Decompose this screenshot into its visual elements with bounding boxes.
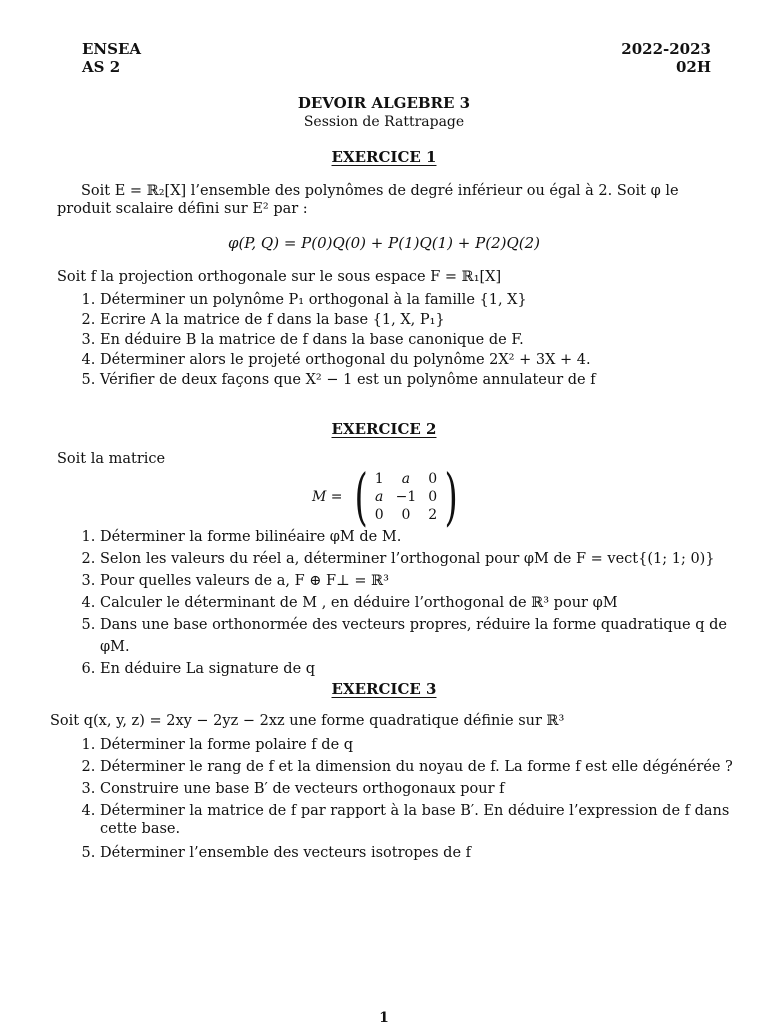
matrix-row bbox=[369, 470, 443, 488]
matrix-table bbox=[369, 470, 443, 524]
matrix-cell: a bbox=[401, 471, 411, 487]
question-item: 2. Déterminer le rang de f et la dimension du noyau de f. La forme f est elle dégénérée ? bbox=[100, 756, 740, 778]
exercise-3-title: EXERCICE 3 bbox=[331, 680, 437, 698]
matrix-row bbox=[369, 506, 443, 524]
matrix-cell: 0 bbox=[401, 507, 411, 523]
exercise-2-questions bbox=[78, 526, 740, 680]
question-item: 4. Déterminer alors le projeté orthogonal du polynôme 2X² + 3X + 4. bbox=[100, 350, 740, 370]
question-item: 1. Déterminer la forme polaire f de q bbox=[100, 734, 740, 756]
right-paren: ) bbox=[444, 460, 458, 533]
question-item: 2. Selon les valeurs du réel a, déterminer l’orthogonal pour φM de F = vect{(1; 1; 0)} bbox=[100, 548, 740, 570]
question-item: 4. Déterminer la matrice de f par rapport à la base B′. En déduire l’expression de f dans cette base. bbox=[100, 800, 740, 842]
exercise-1-intro: Soit E = ℝ₂[X] l’ensemble des polynômes de degré inférieur ou égal à 2. Soit φ le produit scalaire défini sur E² par : bbox=[57, 183, 679, 217]
page-number: 1 bbox=[379, 1010, 389, 1026]
question-item: 2. Ecrire A la matrice de f dans la base {1, X, P₁} bbox=[100, 310, 740, 330]
header-left bbox=[82, 40, 141, 76]
exam-title: DEVOIR ALGEBRE 3 bbox=[297, 94, 471, 112]
question-item: 1. Déterminer un polynôme P₁ orthogonal à la famille {1, X} bbox=[100, 290, 740, 310]
exercise-1-title: EXERCICE 1 bbox=[331, 148, 437, 166]
exercise-1-lead: Soit f la projection orthogonale sur le sous espace F = ℝ₁[X] bbox=[57, 269, 502, 285]
exercise-3-questions bbox=[78, 734, 740, 864]
school-name: ENSEA bbox=[82, 40, 142, 58]
matrix-cell: 0 bbox=[428, 489, 438, 505]
question-item: 3. Pour quelles valeurs de a, F ⊕ F⊥ = ℝ³ bbox=[100, 570, 740, 592]
question-item: 1. Déterminer la forme bilinéaire φM de M. bbox=[100, 526, 740, 548]
question-item: 6. En déduire La signature de q bbox=[100, 658, 740, 680]
exercise-2-title: EXERCICE 2 bbox=[331, 420, 437, 438]
exercise-3-lead: Soit q(x, y, z) = 2xy − 2yz − 2xz une forme quadratique définie sur ℝ³ bbox=[50, 713, 565, 729]
matrix-cell: 0 bbox=[428, 471, 438, 487]
matrix-cell: 1 bbox=[374, 471, 384, 487]
question-item: 5. Vérifier de deux façons que X² − 1 est un polynôme annulateur de f bbox=[100, 370, 740, 390]
left-paren: ( bbox=[353, 460, 368, 533]
matrix-cell: 2 bbox=[428, 507, 438, 523]
matrix-cell: a bbox=[375, 489, 384, 505]
question-item: 5. Dans une base orthonormée des vecteurs propres, réduire la forme quadratique q de φM. bbox=[100, 614, 740, 658]
question-item: 3. En déduire B la matrice de f dans la base canonique de F. bbox=[100, 330, 740, 350]
academic-year: 2022-2023 bbox=[621, 40, 711, 58]
exercise-1-formula: φ(P, Q) = P(0)Q(0) + P(1)Q(1) + P(2)Q(2) bbox=[227, 234, 541, 252]
exam-subtitle: Session de Rattrapage bbox=[303, 114, 465, 130]
class-level: AS 2 bbox=[82, 58, 121, 76]
matrix-cell: −1 bbox=[395, 489, 417, 505]
matrix-row bbox=[369, 488, 443, 506]
question-item: 5. Déterminer l’ensemble des vecteurs isotropes de f bbox=[100, 842, 740, 864]
matrix-label: M = bbox=[312, 489, 343, 505]
exercise-1-questions bbox=[78, 290, 740, 390]
question-item: 4. Calculer le déterminant de M , en déduire l’orthogonal de ℝ³ pour φM bbox=[100, 592, 740, 614]
matrix-cell: 0 bbox=[374, 507, 384, 523]
header-right bbox=[621, 40, 711, 76]
exam-duration: 02H bbox=[675, 58, 711, 76]
question-item: 3. Construire une base B′ de vecteurs orthogonaux pour f bbox=[100, 778, 740, 800]
matrix-M bbox=[312, 460, 463, 533]
exercise-2-lead: Soit la matrice bbox=[57, 451, 166, 467]
